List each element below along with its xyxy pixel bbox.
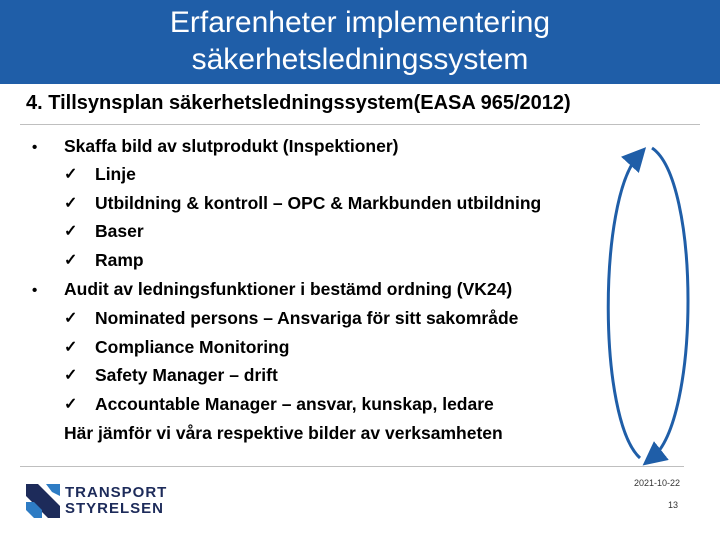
bullet-marker: • [32,139,38,156]
check-icon: ✓ [64,195,78,212]
title-bar [0,0,720,84]
slide-date: 2021-10-22 [633,478,680,488]
check-icon: ✓ [64,166,78,183]
bullet-1-subitem: Baser [95,221,144,241]
bullet-marker: • [32,282,38,299]
bullet-1-subitem: Linje [95,164,136,184]
slide-title-line-2: säkerhetsledningssystem [191,43,529,76]
check-icon: ✓ [64,339,78,356]
bullet-1-subitem: Ramp [95,250,144,270]
closing-line: Här jämför vi våra respektive bilder av verksamheten [64,423,503,443]
bullet-2-subitem: Safety Manager – drift [95,365,278,385]
check-icon: ✓ [64,252,78,269]
check-icon: ✓ [64,367,78,384]
check-icon: ✓ [64,396,78,413]
bullet-1-text: Skaffa bild av slutprodukt (Inspektioner) [64,136,399,156]
logo-text-line-2: STYRELSEN [65,500,165,517]
logo-text-line-1: TRANSPORT [65,484,168,501]
check-icon: ✓ [64,223,78,240]
bullet-2-text: Audit av ledningsfunktioner i bestämd ordning (VK24) [64,279,513,299]
bullet-2-subitem: Accountable Manager – ansvar, kunskap, ledare [95,394,494,414]
page-number: 13 [667,500,678,510]
transportstyrelsen-logo [26,484,60,518]
cycle-arrows-icon [600,140,700,470]
bullet-2-subitem: Compliance Monitoring [95,337,290,357]
slide-title-line-1: Erfarenheter implementering [169,6,551,39]
top-divider [20,124,700,125]
bullet-2-subitem: Nominated persons – Ansvariga för sitt sakområde [95,308,519,328]
footer-divider [20,466,684,467]
check-icon: ✓ [64,310,78,327]
slide-subtitle: 4. Tillsynsplan säkerhetsledningssystem(EASA 965/2012) [26,92,571,114]
bullet-1-subitem: Utbildning & kontroll – OPC & Markbunden utbildning [95,193,542,213]
